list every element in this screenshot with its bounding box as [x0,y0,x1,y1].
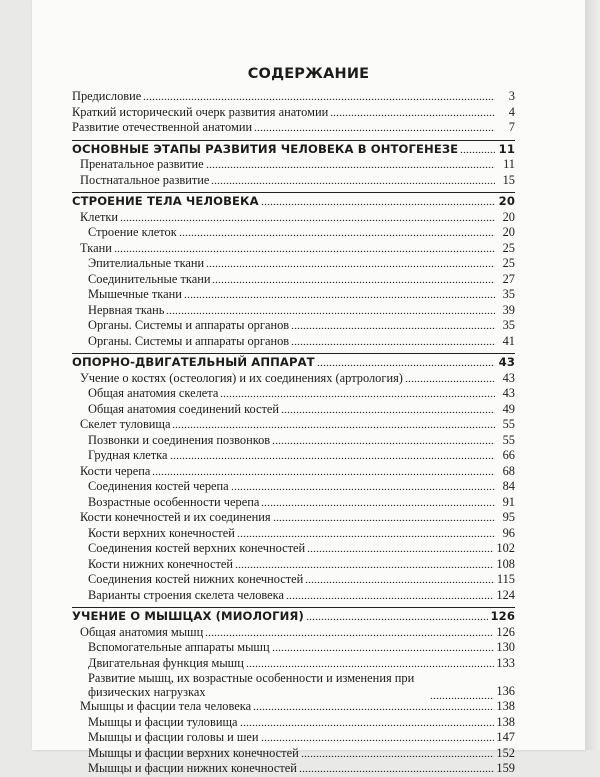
dot-leader [405,372,495,382]
toc-entry [72,173,515,189]
toc-section-entry [72,353,515,371]
toc-page-number: 3 [508,89,515,103]
toc-entry-label: СТРОЕНИЕ ТЕЛА ЧЕЛОВЕКА [72,194,259,208]
toc-page-number: 11 [498,141,515,156]
toc-entry-label: Мышцы и фасции туловища [88,714,238,729]
toc-entry-label: Мышечные ткани [88,287,182,301]
toc-page-number: 43 [502,386,515,400]
toc-entry [72,510,515,526]
dot-leader [206,158,495,168]
toc-entry [72,402,515,418]
toc-entry [72,588,515,604]
toc-entry [72,334,515,350]
toc-entry [72,303,515,319]
toc-entry [72,256,515,272]
dot-leader [212,273,495,283]
dot-leader [211,174,495,184]
toc-entry-label: Кости нижних конечностей [88,556,233,571]
toc-entry-label: Эпителиальные ткани [88,256,205,270]
toc-page-number: 25 [502,256,515,270]
toc-entry [72,572,515,588]
toc-entry [72,464,515,480]
toc-entry-label: Мышцы и фасции головы и шеи [88,730,259,744]
dot-leader [220,387,495,397]
dot-leader [261,195,495,205]
dot-leader [261,496,495,506]
dot-leader [306,610,489,620]
toc-entry-label: Варианты строения скелета человека [88,587,284,602]
dot-leader [305,573,495,583]
toc-entry [72,541,515,557]
toc-entry-label: Учение о костях (остеология) и их соединениях (артрология) [80,370,403,385]
toc-page-number: 43 [498,355,515,369]
toc-page-number: 49 [502,401,515,416]
toc-page-number: 124 [496,587,515,602]
toc-entry-label: Развитие мышц, их возрастные особенности и изменения при физических нагрузках [88,671,415,699]
toc-entry [72,761,515,777]
toc-entry-label: Краткий исторический очерк развития анатомии [72,104,329,119]
dot-leader [460,143,495,153]
toc-page-number: 130 [496,640,515,654]
toc-entry-label: ОСНОВНЫЕ ЭТАПЫ РАЗВИТИЯ ЧЕЛОВЕКА В ОНТОГЕНЕЗЕ [72,141,459,156]
toc-entry-label: Соединения костей верхних конечностей [88,541,306,555]
toc-page-number: 35 [502,318,515,332]
dot-leader [240,716,495,726]
book-page [32,0,585,775]
toc-entry-label: Строение клеток [88,225,177,239]
dot-leader [272,641,495,651]
dot-leader [246,657,495,667]
toc-page-number: 108 [496,556,515,571]
dot-leader [179,226,495,236]
toc-page-number: 152 [496,745,515,760]
toc-entry-label: Вспомогательные аппараты мышц [88,640,270,654]
toc-entry-label: Кости черепа [80,463,151,478]
toc-page-number: 35 [502,287,515,301]
toc-page-number: 43 [502,370,515,385]
dot-leader [205,626,494,636]
toc-page-number: 15 [502,172,515,187]
toc-entry [72,241,515,257]
toc-page-number: 4 [508,104,515,119]
toc-entry-label: Ткани [80,240,112,255]
toc-entry [72,625,515,641]
dot-leader [317,356,495,366]
dot-leader [291,319,495,329]
dot-leader [184,288,495,298]
dot-leader [172,418,495,428]
toc-page-number: 11 [503,157,515,171]
toc-entry-label: Общая анатомия мышц [80,624,204,639]
toc-page-number: 138 [496,699,515,713]
toc-page-number: 55 [502,417,515,431]
toc-entry [72,386,515,402]
toc-page-number: 102 [496,541,515,555]
toc-page-number: 147 [496,730,515,744]
dot-leader [301,747,495,757]
toc-entry-label: Постнатальное развитие [80,172,210,187]
dot-leader [120,211,495,221]
toc-page-number: 39 [502,302,515,317]
dot-leader [261,731,495,741]
toc-entry [72,495,515,511]
toc-entry [72,225,515,241]
toc-entry-label: Предисловие [72,89,142,103]
toc-entry [72,730,515,746]
toc-entry-label: Соединения костей черепа [88,479,229,493]
page-edge [585,0,600,750]
toc-entry [72,715,515,731]
toc-entry [72,433,515,449]
dot-leader [273,511,495,521]
toc-section-entry [72,607,515,625]
toc-page-number: 7 [508,120,515,134]
page-title: СОДЕРЖАНИЕ [247,66,370,82]
toc-entry-label: Развитие отечественной анатомии [72,120,253,134]
dot-leader [237,527,495,537]
toc-entry-label: Нервная ткань [88,302,165,317]
dot-leader [235,558,494,568]
dot-leader [281,403,495,413]
toc-page-number: 133 [496,655,515,670]
toc-entry [72,318,515,334]
dot-leader [291,335,495,345]
dot-leader [272,434,495,444]
dot-leader [299,762,495,772]
toc-page-number: 84 [502,479,515,493]
dot-leader [254,121,495,131]
toc-entry [72,526,515,542]
toc-page-number: 126 [496,624,515,639]
dot-leader [143,90,495,100]
dot-leader [330,106,495,116]
table-of-contents [72,89,515,777]
toc-entry [72,656,515,672]
dot-leader [166,304,495,314]
toc-page-number: 159 [496,761,515,775]
toc-entry [72,157,515,173]
toc-entry-label: УЧЕНИЕ О МЫШЦАХ (МИОЛОГИЯ) [72,609,304,623]
toc-entry [72,417,515,433]
toc-entry-label: Скелет туловища [80,417,171,431]
toc-page-number: 138 [496,714,515,729]
toc-page-number: 20 [502,209,515,224]
toc-entry [72,371,515,387]
toc-entry [72,210,515,226]
dot-leader [253,700,494,710]
toc-entry-label: Общая анатомия скелета [88,386,219,400]
toc-entry-label: Мышцы и фасции нижних конечностей [88,761,297,775]
toc-page-number: 95 [502,510,515,524]
toc-entry [72,671,515,699]
toc-entry-label: Позвонки и соединения позвонков [88,432,271,447]
toc-entry-label: Органы. Системы и аппараты органов [88,333,290,348]
toc-entry [72,479,515,495]
toc-entry-label: Соединительные ткани [88,271,211,286]
toc-entry [72,287,515,303]
dot-leader [307,542,494,552]
toc-page-number: 66 [502,448,515,462]
toc-page-number: 20 [502,225,515,239]
toc-page-number: 41 [502,333,515,348]
toc-page-number: 115 [496,572,515,586]
toc-entry [72,105,515,121]
toc-entry [72,699,515,715]
toc-page-number: 27 [502,271,515,286]
toc-page-number: 55 [502,432,515,447]
toc-page-number: 68 [502,463,515,478]
toc-entry-label: Мышцы и фасции тела человека [80,699,252,713]
toc-entry [72,89,515,105]
toc-page-number: 136 [496,683,515,698]
dot-leader [170,449,495,459]
toc-entry [72,120,515,136]
toc-entry-label: ОПОРНО-ДВИГАТЕЛЬНЫЙ АППАРАТ [72,355,315,369]
toc-entry-label: Двигательная функция мышц [88,655,244,670]
toc-page-number: 96 [502,525,515,540]
toc-entry-label: Кости верхних конечностей [88,525,235,540]
toc-section-entry [72,192,515,210]
dot-leader [152,465,495,475]
toc-entry [72,746,515,762]
toc-entry [72,448,515,464]
toc-page-number: 91 [502,494,515,509]
dot-leader [114,242,495,252]
toc-entry [72,272,515,288]
toc-entry-label: Кости конечностей и их соединения [80,510,271,524]
toc-entry [72,640,515,656]
toc-entry-label: Клетки [80,209,119,224]
toc-entry-label: Органы. Системы и аппараты органов [88,318,290,332]
toc-page-number: 126 [490,609,515,623]
dot-leader [206,257,495,267]
dot-leader [231,480,495,490]
toc-page-number: 25 [502,240,515,255]
dot-leader [286,589,494,599]
toc-entry-label: Общая анатомия соединений костей [88,401,280,416]
dot-leader [430,689,494,699]
toc-page-number: 20 [498,194,515,208]
toc-entry-label: Соединения костей нижних конечностей [88,572,304,586]
toc-section-entry [72,140,515,158]
toc-entry-label: Возрастные особенности черепа [88,494,260,509]
toc-entry-label: Мышцы и фасции верхних конечностей [88,745,299,760]
toc-entry-label: Пренатальное развитие [80,157,204,171]
toc-entry-label: Грудная клетка [88,448,168,462]
toc-entry [72,557,515,573]
